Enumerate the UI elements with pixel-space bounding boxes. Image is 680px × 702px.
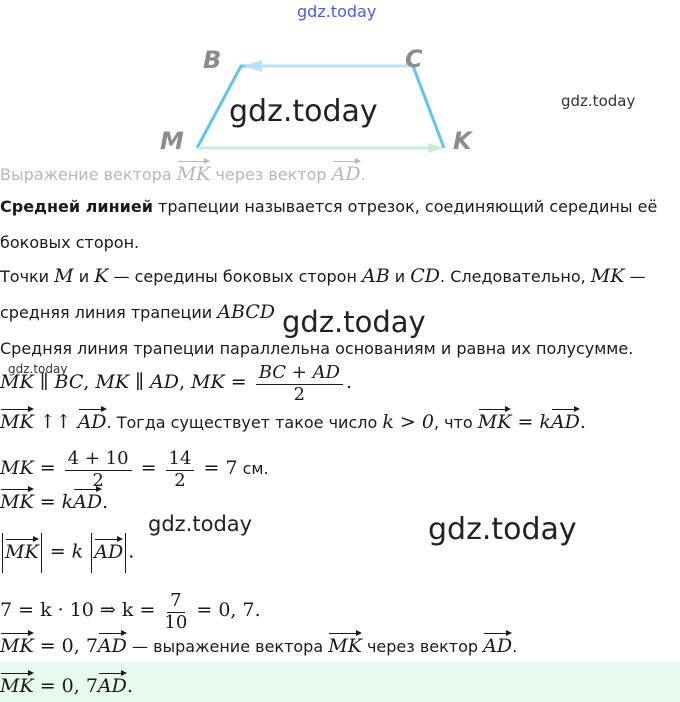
point-label-K: K <box>453 127 472 155</box>
watermark-left: gdz.today <box>148 512 253 536</box>
watermark-small: gdz.today <box>8 362 68 376</box>
answer-formula: MK = 0, 7AD. <box>0 670 133 697</box>
formula-midline: MK ∥ BC, MK ∥ AD, MK = $\frac{BC + AD}{2}$ . <box>0 362 353 405</box>
formula-expression: MK = 0, 7AD — выражение вектора MK через вектор AD. <box>0 630 517 657</box>
formula-codirectional: MK ↑↑ AD. Тогда существует такое число k > 0, что MK = kAD. <box>0 406 586 433</box>
paragraph-2: средняя линия трапеции ABCD <box>0 301 276 323</box>
trapezoid-figure <box>0 0 680 160</box>
point-label-B: B <box>203 46 222 74</box>
definition-line-2: боковых сторон. <box>0 233 140 252</box>
definition-line-1: Средней линией трапеции называется отрезок, соединяющий середины её <box>0 197 658 216</box>
formula-solve-k: 7 = k · 10 ⇒ k = $\frac{7}{10}$ = 0, 7. <box>0 590 261 633</box>
watermark-right-large: gdz.today <box>428 512 577 547</box>
paragraph-3: Средняя линия трапеции параллельна основаниям и равна их полусумме. <box>0 339 634 358</box>
watermark-figure: gdz.today <box>229 94 378 129</box>
watermark-middle: gdz.today <box>282 305 426 339</box>
watermark-top: gdz.today <box>297 2 377 21</box>
formula-absolute: MK = k AD . <box>0 533 134 573</box>
figure-caption: Выражение вектора MK через вектор AD. <box>0 158 366 185</box>
formula-calc: MK = $\frac{4 + 10}{2}$ = $\frac{14}{2}$ = 7 см. <box>0 448 269 491</box>
formula-vector-relation: MK = kAD. <box>0 486 108 513</box>
top-arrow-head <box>243 60 262 72</box>
watermark-right: gdz.today <box>561 92 636 110</box>
point-label-M: M <box>160 127 184 155</box>
point-label-C: C <box>405 45 423 73</box>
paragraph-1: Точки M и K — середины боковых сторон AB и CD. Следовательно, MK — <box>0 265 646 287</box>
